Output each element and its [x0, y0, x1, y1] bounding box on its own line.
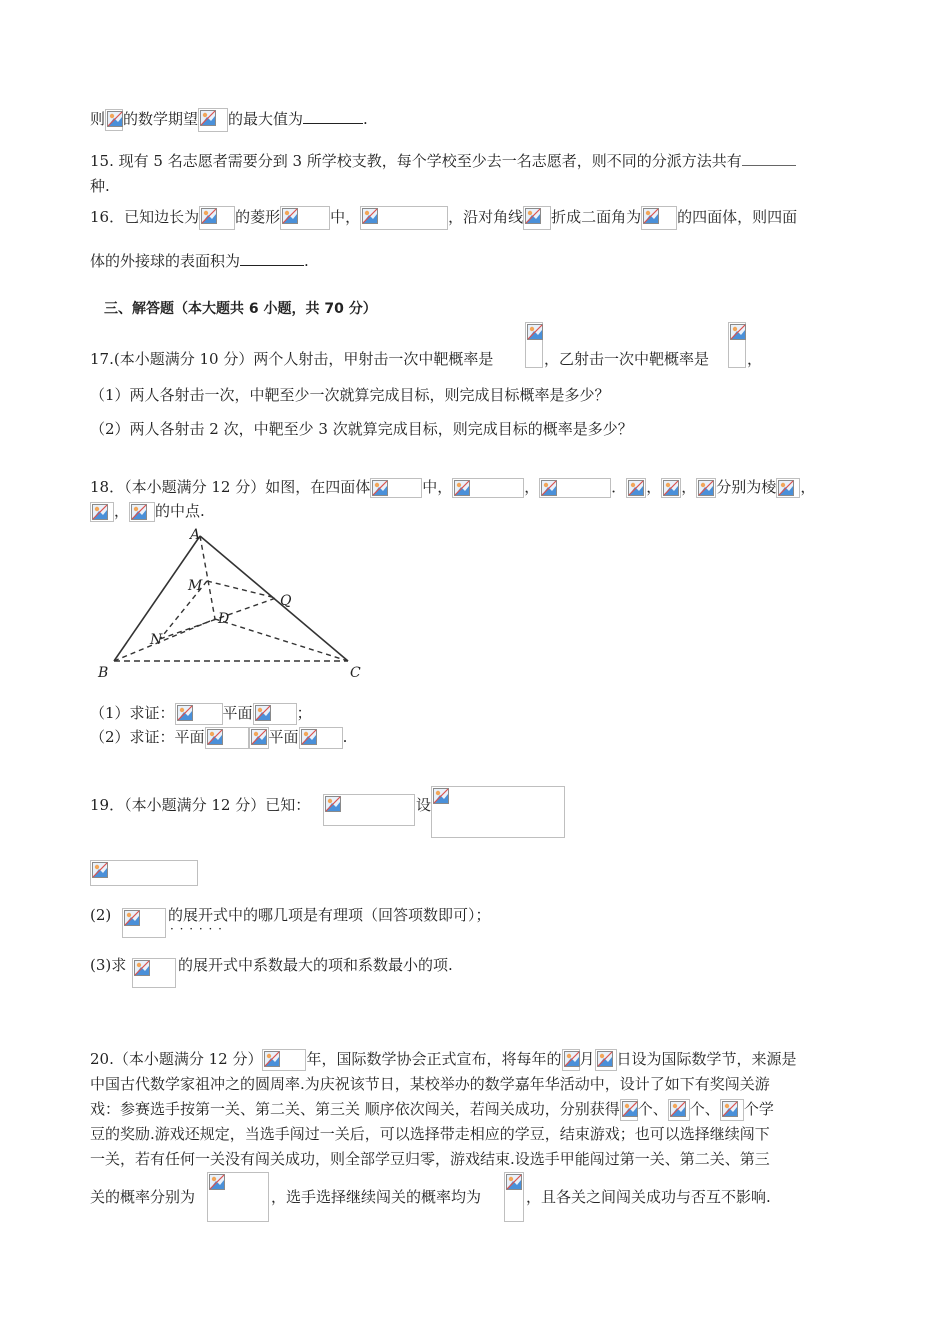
broken-image-icon	[282, 208, 298, 224]
vertex-label-c: C	[350, 665, 361, 681]
vertex-label-d: D	[218, 611, 230, 627]
broken-image-icon	[177, 705, 193, 721]
q16-line2: 体的外接球的表面积为 .	[90, 252, 309, 270]
formula-image	[132, 958, 176, 988]
formula-image	[175, 703, 223, 725]
formula-image	[360, 206, 448, 230]
formula-image	[431, 786, 565, 838]
q19-part1	[90, 860, 862, 886]
q18-part2: （2）求证：平面 平面 .	[90, 726, 862, 749]
broken-image-icon	[698, 480, 714, 496]
formula-image	[323, 794, 415, 826]
broken-image-icon	[200, 110, 216, 126]
broken-image-icon	[730, 324, 746, 340]
fraction-image	[525, 322, 543, 368]
formula-image	[90, 860, 198, 886]
q17-part1: （1）两人各射击一次，中靶至少一次就算完成目标，则完成目标概率是多少？	[90, 386, 610, 404]
edge-cd	[215, 619, 348, 661]
formula-image	[696, 478, 716, 498]
q18-part1: （1）求证： 平面 ；	[90, 702, 862, 725]
answer-blank[interactable]	[303, 123, 363, 124]
tetrahedron-figure	[90, 526, 380, 684]
q20-line1: 20.（本小题满分 12 分） 年，国际数学协会正式宣布，将每年的 月 日设为国际数学节，来源是	[90, 1048, 862, 1071]
broken-image-icon	[525, 208, 541, 224]
broken-image-icon	[124, 910, 140, 926]
broken-image-icon	[264, 1051, 280, 1067]
broken-image-icon	[663, 480, 679, 496]
formula-image	[90, 502, 114, 522]
formula-image	[129, 502, 155, 522]
broken-image-icon	[325, 796, 341, 812]
broken-image-icon	[131, 504, 147, 520]
q17-part2: （2）两人各射击 2 次，中靶至少 3 次就算完成目标，则完成目标的概率是多少？	[90, 420, 633, 438]
broken-image-icon	[92, 504, 108, 520]
formula-image	[668, 1099, 690, 1121]
formula-image	[253, 703, 297, 725]
broken-image-icon	[372, 480, 388, 496]
formula-image	[661, 478, 681, 498]
broken-image-icon	[107, 111, 123, 127]
formula-image	[539, 478, 611, 498]
fraction-image	[207, 1172, 269, 1222]
answer-blank[interactable]	[742, 165, 796, 166]
broken-image-icon	[454, 480, 470, 496]
broken-image-icon	[207, 729, 223, 745]
formula-image	[249, 727, 269, 749]
q16-line1: 16．已知边长为 的菱形 中， ，沿对角线 折成二面角为 的四面体，则四面	[90, 206, 862, 230]
q20-line2: 中国古代数学家祖冲之的圆周率.为庆祝该节日，某校举办的数学嘉年华活动中，设计了如下有奖闯关游	[90, 1075, 770, 1093]
q17-line1: 17.(本小题满分 10 分）两个人射击，甲射击一次中靶概率是 ，乙射击一次中靶概率是 ，	[90, 322, 862, 370]
formula-image	[105, 109, 123, 131]
broken-image-icon	[670, 1101, 686, 1117]
q15-line2: 种.	[90, 177, 110, 195]
vertex-label-a: A	[190, 527, 201, 543]
formula-image	[370, 478, 422, 498]
broken-image-icon	[643, 208, 659, 224]
broken-image-icon	[433, 788, 449, 804]
broken-image-icon	[201, 208, 217, 224]
broken-image-icon	[92, 862, 108, 878]
formula-image	[199, 206, 235, 230]
formula-image	[595, 1049, 617, 1071]
formula-image	[198, 108, 228, 132]
broken-image-icon	[506, 1174, 522, 1190]
point-label-n: N	[150, 632, 163, 648]
formula-image	[122, 908, 166, 938]
broken-image-icon	[564, 1051, 580, 1067]
broken-image-icon	[778, 480, 794, 496]
formula-image	[262, 1049, 306, 1071]
broken-image-icon	[527, 324, 543, 340]
fraction-image	[504, 1172, 524, 1222]
broken-image-icon	[209, 1174, 225, 1190]
formula-image	[280, 206, 330, 230]
broken-image-icon	[362, 208, 378, 224]
point-label-m: M	[188, 578, 203, 594]
broken-image-icon	[541, 480, 557, 496]
broken-image-icon	[301, 729, 317, 745]
formula-image	[720, 1099, 744, 1121]
q19-line1: 19．（本小题满分 12 分）已知： 设	[90, 786, 862, 842]
q18-line1: 18．（本小题满分 12 分）如图，在四面体 中， ， ． ， ， 分别为棱 ，	[90, 478, 816, 496]
formula-image	[452, 478, 524, 498]
formula-image	[523, 206, 551, 230]
broken-image-icon	[255, 705, 271, 721]
broken-image-icon	[628, 480, 644, 496]
formula-image	[620, 1099, 638, 1121]
q20-line3: 戏：参赛选手按第一关、第二关、第三关 顺序依次闯关，若闯关成功，分别获得 个、 个、 个学	[90, 1098, 862, 1121]
q19-part3: (3)求 的展开式中系数最大的项和系数最小的项.	[90, 950, 862, 990]
q20-line6: 关的概率分别为 ，选手选择继续闯关的概率均为 ，且各关之间闯关成功与否互不影响.	[90, 1170, 862, 1224]
formula-image	[641, 206, 677, 230]
broken-image-icon	[622, 1101, 638, 1117]
fraction-image	[728, 322, 746, 368]
formula-image	[626, 478, 646, 498]
formula-image	[205, 727, 249, 749]
answer-blank[interactable]	[240, 265, 304, 266]
broken-image-icon	[597, 1051, 613, 1067]
broken-image-icon	[251, 729, 267, 745]
q19-part2: (2) 的展开式中的哪几项是有理项（回答项数即可）； · ·	[90, 900, 862, 940]
q18-line2: ， 的中点.	[90, 500, 862, 522]
q14-line: 则 的数学期望 的最大值为 .	[90, 108, 862, 132]
q20-line4: 豆的奖励.游戏还规定，当选手闯过一关后，可以选择带走相应的学豆，结束游戏；也可以选择继续闯下	[90, 1125, 770, 1143]
vertex-label-b: B	[98, 665, 109, 681]
segment-mq	[207, 581, 276, 598]
section-title: 三、解答题（本大题共 6 小题，共 70 分）	[104, 301, 377, 317]
formula-image	[562, 1049, 580, 1071]
q20-line5: 一关，若有任何一关没有闯关成功，则全部学豆归零，游戏结束.设选手甲能闯过第一关、第二关、第三	[90, 1150, 770, 1168]
q15-line1: 15. 现有 5 名志愿者需要分到 3 所学校支教，每个学校至少去一名志愿者，则不同的分派方法共有	[90, 150, 862, 172]
broken-image-icon	[134, 960, 150, 976]
formula-image	[299, 727, 343, 749]
broken-image-icon	[722, 1101, 738, 1117]
point-label-q: Q	[280, 593, 292, 609]
formula-image	[776, 478, 800, 498]
